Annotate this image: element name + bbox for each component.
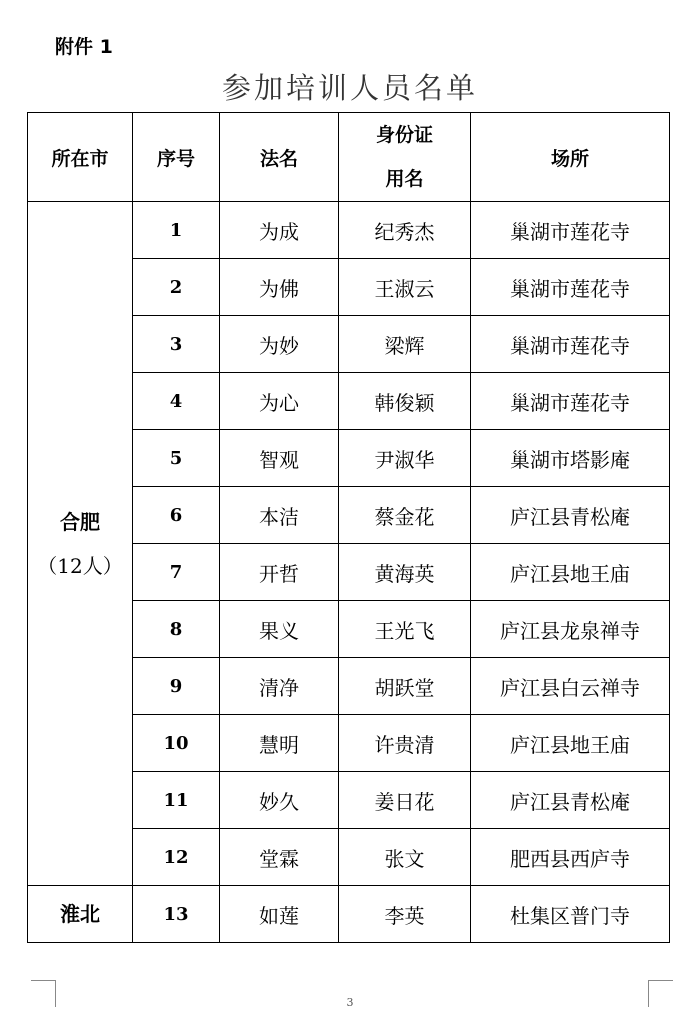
city-name: 合肥 bbox=[60, 509, 100, 534]
id-name-cell: 张文 bbox=[339, 829, 471, 886]
dharma-name-cell: 为妙 bbox=[220, 316, 339, 373]
venue-cell: 庐江县白云禅寺 bbox=[471, 658, 670, 715]
header-venue: 场所 bbox=[471, 113, 670, 202]
header-id-name-line1: 身份证 bbox=[375, 124, 433, 146]
dharma-name-cell: 本洁 bbox=[220, 487, 339, 544]
venue-cell: 巢湖市莲花寺 bbox=[471, 316, 670, 373]
header-index: 序号 bbox=[133, 113, 220, 202]
venue-cell: 巢湖市莲花寺 bbox=[471, 202, 670, 259]
venue-cell: 庐江县龙泉禅寺 bbox=[471, 601, 670, 658]
id-name-cell: 韩俊颖 bbox=[339, 373, 471, 430]
city-count: （12人） bbox=[37, 553, 123, 578]
index-cell: 1 bbox=[133, 202, 220, 259]
index-cell: 11 bbox=[133, 772, 220, 829]
header-dharma-name: 法名 bbox=[220, 113, 339, 202]
venue-cell: 杜集区普门寺 bbox=[471, 886, 670, 943]
venue-cell: 庐江县青松庵 bbox=[471, 487, 670, 544]
page-number: 3 bbox=[346, 996, 354, 1009]
venue-cell: 庐江县地王庙 bbox=[471, 544, 670, 601]
venue-cell: 庐江县地王庙 bbox=[471, 715, 670, 772]
dharma-name-cell: 慧明 bbox=[220, 715, 339, 772]
index-cell: 5 bbox=[133, 430, 220, 487]
id-name-cell: 王淑云 bbox=[339, 259, 471, 316]
dharma-name-cell: 为佛 bbox=[220, 259, 339, 316]
header-city: 所在市 bbox=[28, 113, 133, 202]
dharma-name-cell: 果义 bbox=[220, 601, 339, 658]
table-body bbox=[28, 202, 670, 943]
header-id-name-line2: 用名 bbox=[385, 168, 424, 190]
venue-cell: 巢湖市莲花寺 bbox=[471, 373, 670, 430]
document-title: 参加培训人员名单 bbox=[221, 71, 478, 105]
id-name-cell: 纪秀杰 bbox=[339, 202, 471, 259]
index-cell: 6 bbox=[133, 487, 220, 544]
index-cell: 4 bbox=[133, 373, 220, 430]
index-cell: 3 bbox=[133, 316, 220, 373]
table-row bbox=[28, 202, 670, 259]
index-cell: 2 bbox=[133, 259, 220, 316]
venue-cell: 庐江县青松庵 bbox=[471, 772, 670, 829]
dharma-name-cell: 为成 bbox=[220, 202, 339, 259]
id-name-cell: 蔡金花 bbox=[339, 487, 471, 544]
index-cell: 12 bbox=[133, 829, 220, 886]
id-name-cell: 姜日花 bbox=[339, 772, 471, 829]
city-cell bbox=[28, 202, 133, 886]
dharma-name-cell: 如莲 bbox=[220, 886, 339, 943]
city-cell bbox=[28, 886, 133, 943]
index-cell: 13 bbox=[133, 886, 220, 943]
id-name-cell: 梁辉 bbox=[339, 316, 471, 373]
dharma-name-cell: 智观 bbox=[220, 430, 339, 487]
venue-cell: 巢湖市塔影庵 bbox=[471, 430, 670, 487]
trainee-table bbox=[27, 112, 670, 943]
venue-cell: 肥西县西庐寺 bbox=[471, 829, 670, 886]
dharma-name-cell: 为心 bbox=[220, 373, 339, 430]
dharma-name-cell: 开哲 bbox=[220, 544, 339, 601]
id-name-cell: 尹淑华 bbox=[339, 430, 471, 487]
attachment-label: 附件 1 bbox=[55, 36, 113, 58]
table-row bbox=[28, 886, 670, 943]
id-name-cell: 胡跃堂 bbox=[339, 658, 471, 715]
id-name-cell: 李英 bbox=[339, 886, 471, 943]
id-name-cell: 王光飞 bbox=[339, 601, 471, 658]
index-cell: 10 bbox=[133, 715, 220, 772]
index-cell: 8 bbox=[133, 601, 220, 658]
dharma-name-cell: 妙久 bbox=[220, 772, 339, 829]
header-id-name bbox=[339, 113, 471, 202]
venue-cell: 巢湖市莲花寺 bbox=[471, 259, 670, 316]
id-name-cell: 黄海英 bbox=[339, 544, 471, 601]
city-name: 淮北 bbox=[60, 902, 100, 926]
dharma-name-cell: 清净 bbox=[220, 658, 339, 715]
id-name-cell: 许贵清 bbox=[339, 715, 471, 772]
table-header-row bbox=[28, 113, 670, 202]
index-cell: 9 bbox=[133, 658, 220, 715]
index-cell: 7 bbox=[133, 544, 220, 601]
dharma-name-cell: 堂霖 bbox=[220, 829, 339, 886]
